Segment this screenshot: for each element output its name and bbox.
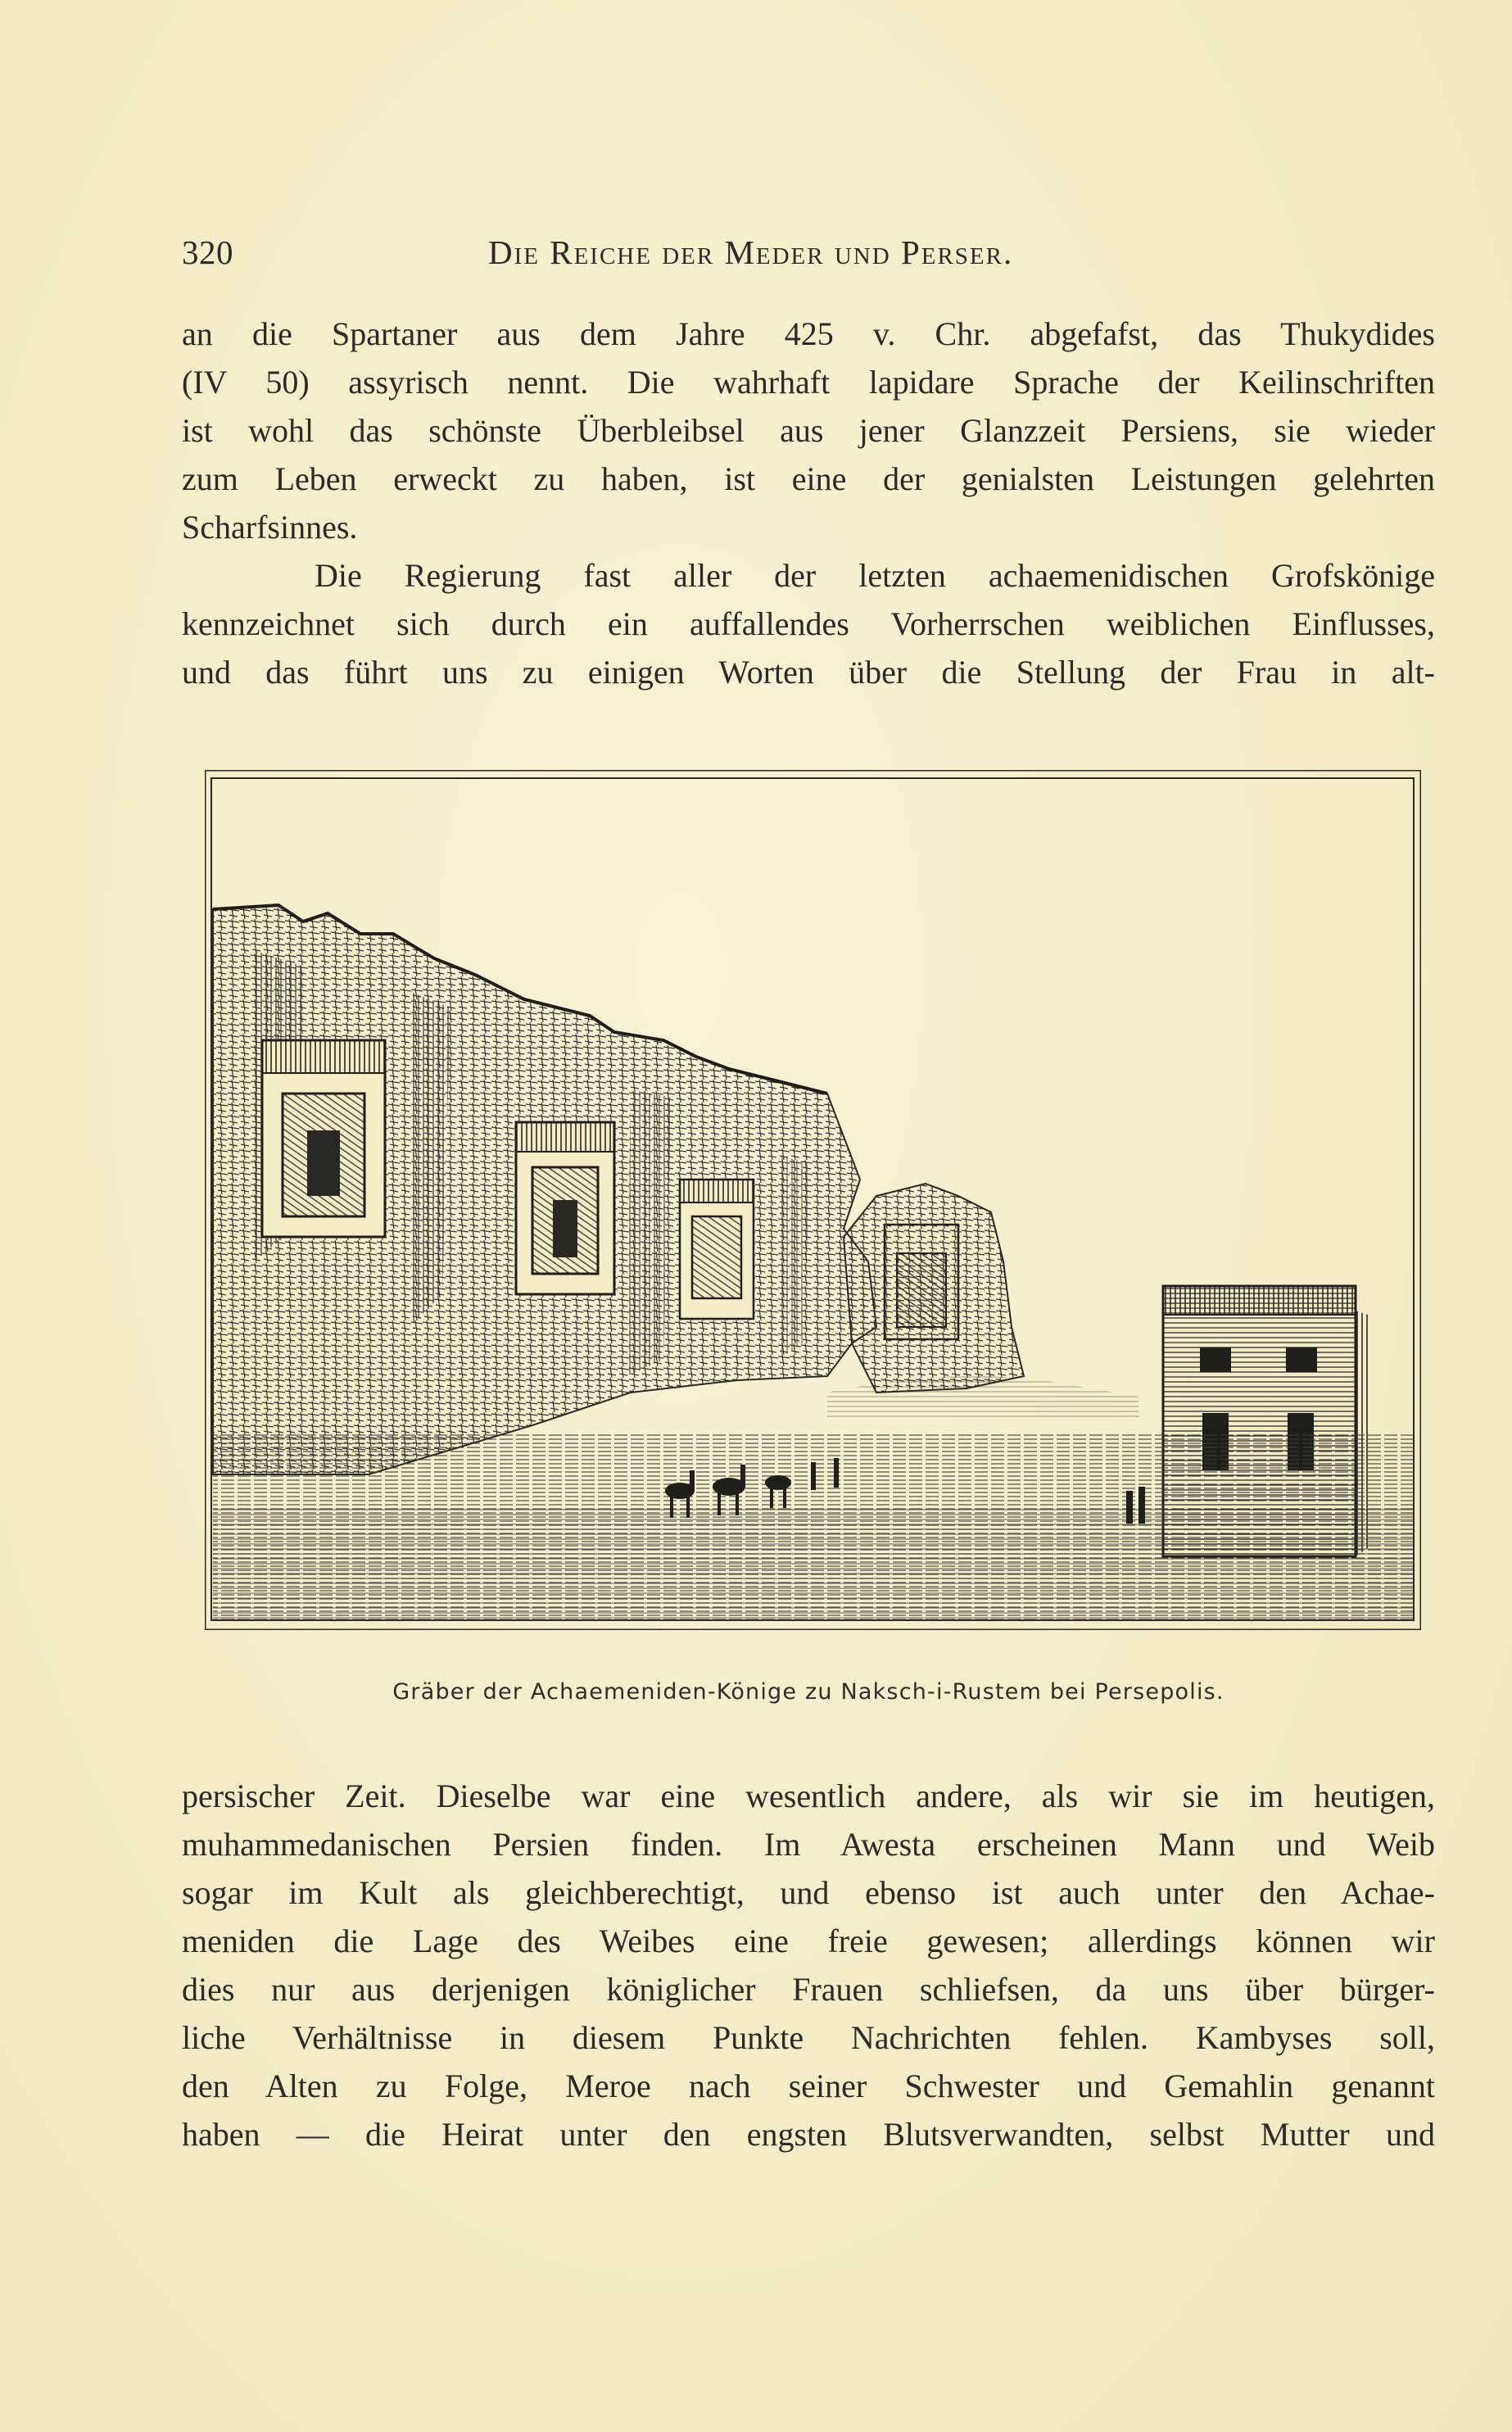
body-text-bottom	[182, 1772, 1435, 2158]
running-head: Die Reiche der Meder und Perser.	[488, 233, 1014, 271]
text-line: den Alten zu Folge, Meroe nach seiner Schwester und Gemahlin genannt	[182, 2067, 1435, 2104]
ground-foreground	[213, 1507, 1414, 1620]
tomb-facade	[680, 1180, 754, 1319]
tomb-engraving	[205, 770, 1421, 1630]
text-line: kennzeichnet sich durch ein auffallendes Vorherrschen weiblichen Einflusses,	[182, 605, 1435, 642]
text-line: haben — die Heirat unter den engsten Blutsverwandten, selbst Mutter und	[182, 2116, 1435, 2153]
text-line: Scharfsinnes.	[182, 509, 358, 546]
text-line: dies nur aus derjenigen königlicher Frauen schliefsen, da uns über bürger-	[182, 1971, 1435, 2008]
text-line: muhammedanischen Persien finden. Im Awesta erscheinen Mann und Weib	[182, 1826, 1435, 1863]
text-line: zum Leben erweckt zu haben, ist eine der genialsten Leistungen gelehrten	[182, 460, 1435, 497]
figure-caption: Gräber der Achaemeniden-Könige zu Naksch-i-Rustem bei Persepolis.	[392, 1679, 1225, 1705]
tomb-facade	[516, 1122, 614, 1294]
page-number: 320	[182, 233, 233, 271]
text-line: ist wohl das schönste Überbleibsel aus jener Glanzzeit Persiens, sie wieder	[182, 412, 1435, 449]
tomb-facade	[262, 1040, 385, 1237]
text-line: persischer Zeit. Dieselbe war eine wesentlich andere, als wir sie im heutigen,	[182, 1778, 1435, 1814]
engraving-illustration	[205, 770, 1421, 1630]
rock-outcrop	[844, 1184, 1024, 1393]
text-line: an die Spartaner aus dem Jahre 425 v. Chr. abgefafst, das Thukydides	[182, 315, 1435, 352]
text-line: Die Regierung fast aller der letzten achaemenidischen Grofskönige	[315, 557, 1435, 594]
text-line: liche Verhältnisse in diesem Punkte Nachrichten fehlen. Kambyses soll,	[182, 2019, 1435, 2056]
text-line: meniden die Lage des Weibes eine freie gewesen; allerdings können wir	[182, 1923, 1435, 1959]
text-line: sogar im Kult als gleichberechtigt, und ebenso ist auch unter den Achae-	[182, 1874, 1435, 1911]
text-line: und das führt uns zu einigen Worten über die Stellung der Frau in alt-	[182, 654, 1435, 691]
body-text-top	[182, 310, 1435, 696]
text-line: (IV 50) assyrisch nennt. Die wahrhaft lapidare Sprache der Keilinschriften	[182, 364, 1435, 401]
